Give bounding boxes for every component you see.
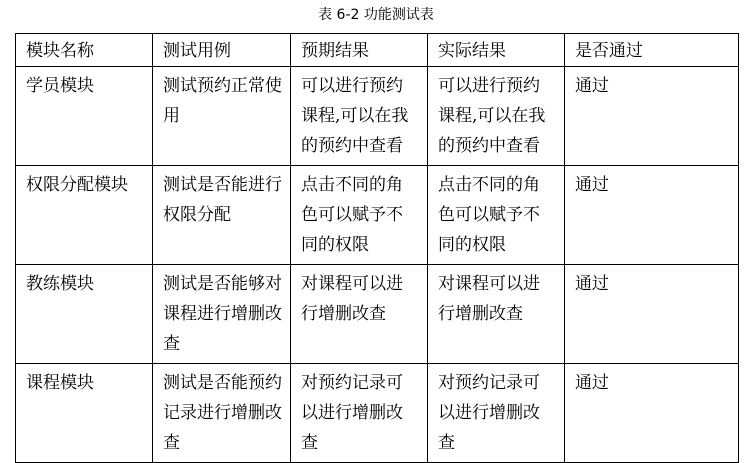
cell-actual-result: 可以进行预约课程,可以在我的预约中查看 — [427, 67, 564, 166]
cell-actual-result: 对课程可以进行增删改查 — [427, 265, 564, 364]
table-row — [16, 67, 739, 166]
cell-expected-result: 点击不同的角色可以赋予不同的权限 — [291, 166, 428, 265]
cell-module-name: 教练模块 — [16, 265, 153, 364]
table-row — [16, 166, 739, 265]
header-actual-result: 实际结果 — [427, 34, 564, 67]
table-row — [16, 364, 739, 463]
cell-actual-result: 对预约记录可以进行增删改查 — [427, 364, 564, 463]
cell-expected-result: 对课程可以进行增删改查 — [291, 265, 428, 364]
cell-test-case: 测试是否能进行权限分配 — [152, 166, 290, 265]
cell-passed: 通过 — [564, 166, 738, 265]
cell-module-name: 权限分配模块 — [16, 166, 153, 265]
cell-test-case: 测试是否能够对课程进行增删改查 — [152, 265, 290, 364]
header-passed: 是否通过 — [564, 34, 738, 67]
cell-passed: 通过 — [564, 364, 738, 463]
cell-actual-result: 点击不同的角色可以赋予不同的权限 — [427, 166, 564, 265]
cell-test-case: 测试预约正常使用 — [152, 67, 290, 166]
cell-module-name: 课程模块 — [16, 364, 153, 463]
cell-expected-result: 可以进行预约课程,可以在我的预约中查看 — [291, 67, 428, 166]
function-test-table — [15, 33, 739, 463]
cell-passed: 通过 — [564, 67, 738, 166]
cell-module-name: 学员模块 — [16, 67, 153, 166]
cell-test-case: 测试是否能预约记录进行增删改查 — [152, 364, 290, 463]
table-caption: 表 6-2 功能测试表 — [318, 7, 434, 23]
cell-expected-result: 对预约记录可以进行增删改查 — [291, 364, 428, 463]
cell-passed: 通过 — [564, 265, 738, 364]
header-module-name: 模块名称 — [16, 34, 153, 67]
header-test-case: 测试用例 — [152, 34, 290, 67]
table-row — [16, 265, 739, 364]
table-header-row — [16, 34, 739, 67]
header-expected-result: 预期结果 — [291, 34, 428, 67]
